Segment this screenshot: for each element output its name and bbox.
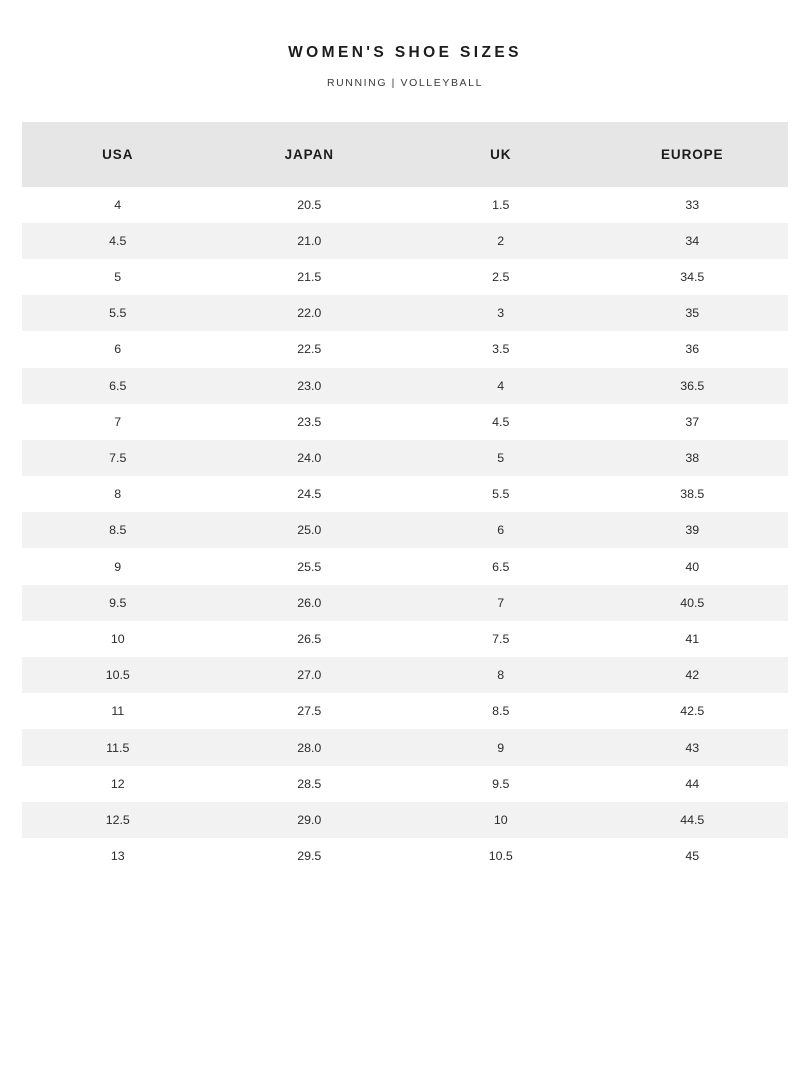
- table-cell-usa: 9: [22, 548, 214, 584]
- table-cell-japan: 23.0: [214, 368, 406, 404]
- table-cell-europe: 37: [597, 404, 789, 440]
- table-cell-usa: 8: [22, 476, 214, 512]
- table-cell-japan: 21.0: [214, 223, 406, 259]
- table-cell-usa: 5: [22, 259, 214, 295]
- table-cell-uk: 9: [405, 729, 597, 765]
- table-cell-uk: 1.5: [405, 187, 597, 223]
- table-cell-usa: 4: [22, 187, 214, 223]
- table-cell-uk: 10.5: [405, 838, 597, 874]
- table-cell-uk: 5.5: [405, 476, 597, 512]
- table-cell-usa: 10.5: [22, 657, 214, 693]
- table-cell-japan: 29.0: [214, 802, 406, 838]
- table-cell-usa: 13: [22, 838, 214, 874]
- table-cell-usa: 4.5: [22, 223, 214, 259]
- table-cell-europe: 38.5: [597, 476, 789, 512]
- table-cell-usa: 9.5: [22, 585, 214, 621]
- size-table-container: [22, 122, 788, 875]
- table-row: [22, 476, 788, 512]
- table-cell-europe: 44: [597, 766, 789, 802]
- table-row: [22, 693, 788, 729]
- table-cell-uk: 10: [405, 802, 597, 838]
- table-cell-uk: 7.5: [405, 621, 597, 657]
- table-header-row: [22, 122, 788, 187]
- table-cell-japan: 22.0: [214, 295, 406, 331]
- table-cell-usa: 5.5: [22, 295, 214, 331]
- table-cell-europe: 39: [597, 512, 789, 548]
- table-cell-japan: 24.5: [214, 476, 406, 512]
- table-cell-uk: 9.5: [405, 766, 597, 802]
- table-cell-uk: 5: [405, 440, 597, 476]
- table-cell-japan: 28.5: [214, 766, 406, 802]
- table-cell-europe: 40.5: [597, 585, 789, 621]
- table-cell-europe: 44.5: [597, 802, 789, 838]
- table-row: [22, 512, 788, 548]
- table-cell-europe: 36: [597, 331, 789, 367]
- table-row: [22, 368, 788, 404]
- table-cell-japan: 23.5: [214, 404, 406, 440]
- table-cell-usa: 11: [22, 693, 214, 729]
- table-row: [22, 802, 788, 838]
- table-row: [22, 838, 788, 874]
- table-cell-uk: 3.5: [405, 331, 597, 367]
- table-cell-uk: 2: [405, 223, 597, 259]
- table-row: [22, 295, 788, 331]
- table-row: [22, 223, 788, 259]
- table-cell-uk: 6.5: [405, 548, 597, 584]
- table-row: [22, 331, 788, 367]
- table-row: [22, 657, 788, 693]
- table-cell-europe: 34: [597, 223, 789, 259]
- table-cell-europe: 43: [597, 729, 789, 765]
- page-subtitle: RUNNING | VOLLEYBALL: [326, 76, 484, 89]
- table-cell-japan: 28.0: [214, 729, 406, 765]
- table-row: [22, 404, 788, 440]
- table-cell-japan: 22.5: [214, 331, 406, 367]
- table-row: [22, 766, 788, 802]
- table-cell-europe: 36.5: [597, 368, 789, 404]
- table-cell-europe: 38: [597, 440, 789, 476]
- table-cell-usa: 6.5: [22, 368, 214, 404]
- table-cell-europe: 35: [597, 295, 789, 331]
- column-header-europe: EUROPE: [597, 122, 789, 187]
- table-cell-usa: 7.5: [22, 440, 214, 476]
- table-cell-usa: 7: [22, 404, 214, 440]
- table-cell-usa: 12: [22, 766, 214, 802]
- table-row: [22, 729, 788, 765]
- table-cell-japan: 26.5: [214, 621, 406, 657]
- table-row: [22, 548, 788, 584]
- table-cell-europe: 42.5: [597, 693, 789, 729]
- table-cell-japan: 25.0: [214, 512, 406, 548]
- table-row: [22, 259, 788, 295]
- table-row: [22, 621, 788, 657]
- column-header-uk: UK: [405, 122, 597, 187]
- table-cell-europe: 33: [597, 187, 789, 223]
- size-table: [22, 122, 788, 875]
- table-cell-japan: 27.5: [214, 693, 406, 729]
- column-header-japan: JAPAN: [214, 122, 406, 187]
- table-cell-europe: 41: [597, 621, 789, 657]
- table-cell-europe: 34.5: [597, 259, 789, 295]
- table-cell-usa: 8.5: [22, 512, 214, 548]
- table-cell-japan: 25.5: [214, 548, 406, 584]
- table-cell-japan: 27.0: [214, 657, 406, 693]
- table-cell-japan: 24.0: [214, 440, 406, 476]
- table-cell-japan: 20.5: [214, 187, 406, 223]
- table-cell-uk: 4.5: [405, 404, 597, 440]
- table-cell-uk: 8: [405, 657, 597, 693]
- table-cell-uk: 3: [405, 295, 597, 331]
- table-row: [22, 440, 788, 476]
- chart-header: [0, 0, 810, 89]
- size-table-body: [22, 187, 788, 875]
- table-cell-usa: 6: [22, 331, 214, 367]
- table-cell-uk: 7: [405, 585, 597, 621]
- table-cell-japan: 21.5: [214, 259, 406, 295]
- table-cell-uk: 6: [405, 512, 597, 548]
- table-cell-japan: 26.0: [214, 585, 406, 621]
- table-row: [22, 187, 788, 223]
- table-cell-europe: 40: [597, 548, 789, 584]
- table-cell-uk: 8.5: [405, 693, 597, 729]
- table-cell-usa: 11.5: [22, 729, 214, 765]
- size-table-header: [22, 122, 788, 187]
- table-row: [22, 585, 788, 621]
- table-cell-europe: 45: [597, 838, 789, 874]
- column-header-usa: USA: [22, 122, 214, 187]
- table-cell-usa: 12.5: [22, 802, 214, 838]
- table-cell-europe: 42: [597, 657, 789, 693]
- table-cell-japan: 29.5: [214, 838, 406, 874]
- table-cell-usa: 10: [22, 621, 214, 657]
- page-title: WOMEN'S SHOE SIZES: [288, 44, 522, 61]
- table-cell-uk: 4: [405, 368, 597, 404]
- table-cell-uk: 2.5: [405, 259, 597, 295]
